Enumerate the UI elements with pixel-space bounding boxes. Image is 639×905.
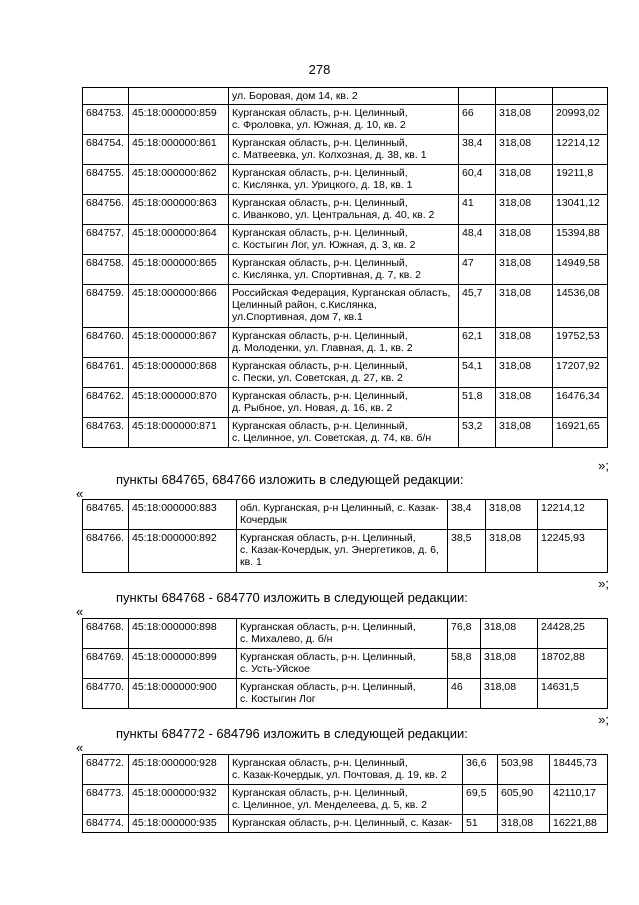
rate-cell: 318,08 [496, 285, 553, 328]
value-cell: 18445,73 [550, 755, 608, 785]
value-cell: 14949,58 [553, 255, 608, 285]
rate-cell: 318,08 [496, 105, 553, 135]
item-number-cell: 684758. [83, 255, 129, 285]
cadastral-number-cell: 45:18:000000:865 [129, 255, 229, 285]
item-number-cell: 684766. [83, 530, 129, 573]
item-number-cell [83, 88, 129, 105]
address-cell: обл. Курганская, р-н Целинный, с. Казак- Кочердык [237, 500, 448, 530]
table-row [83, 785, 608, 815]
cadastral-number-cell: 45:18:000000:870 [129, 388, 229, 418]
address-cell: Курганская область, р-н. Целинный, с. Казак-Кочердык, ул. Энергетиков, д. 6, кв. 1 [237, 530, 448, 573]
rate-cell: 318,08 [496, 388, 553, 418]
area-cell: 38,4 [448, 500, 486, 530]
area-cell: 58,8 [448, 649, 481, 679]
area-cell: 54,1 [459, 358, 496, 388]
area-cell [459, 88, 496, 105]
item-number-cell: 684761. [83, 358, 129, 388]
rate-cell: 318,08 [481, 649, 538, 679]
value-cell: 18702,88 [538, 649, 608, 679]
value-cell: 12214,12 [538, 500, 608, 530]
address-cell: Курганская область, р-н. Целинный, с. Усть-Уйское [237, 649, 448, 679]
table-row [83, 328, 608, 358]
address-cell: Курганская область, р-н. Целинный, с. Пески, ул. Советская, д. 27, кв. 2 [229, 358, 459, 388]
address-cell: Курганская область, р-н. Целинный, д. Молоденки, ул. Главная, д. 1, кв. 2 [229, 328, 459, 358]
value-cell: 16921,65 [553, 418, 608, 448]
area-cell: 38,5 [448, 530, 486, 573]
opening-quote: « [76, 740, 84, 755]
address-cell: ул. Боровая, дом 14, кв. 2 [229, 88, 459, 105]
area-cell: 47 [459, 255, 496, 285]
item-number-cell: 684770. [83, 679, 129, 709]
data-table-1 [82, 87, 608, 448]
address-cell: Курганская область, р-н. Целинный, с. Кислянка, ул. Спортивная, д. 7, кв. 2 [229, 255, 459, 285]
area-cell: 48,4 [459, 225, 496, 255]
value-cell: 17207,92 [553, 358, 608, 388]
page-number: 278 [308, 62, 331, 77]
closing-quote: »; [598, 576, 609, 591]
address-cell: Курганская область, р-н. Целинный, с. Целинное, ул. Советская, д. 74, кв. б/н [229, 418, 459, 448]
address-cell: Российская Федерация, Курганская область, Целинный район, с.Кислянка, ул.Спортивная, дом 7, кв.1 [229, 285, 459, 328]
cadastral-number-cell: 45:18:000000:892 [129, 530, 237, 573]
table-row [83, 225, 608, 255]
table-row [83, 165, 608, 195]
cadastral-number-cell: 45:18:000000:868 [129, 358, 229, 388]
rate-cell [496, 88, 553, 105]
item-number-cell: 684757. [83, 225, 129, 255]
item-number-cell: 684763. [83, 418, 129, 448]
closing-quote: »; [598, 458, 609, 473]
area-cell: 51,8 [459, 388, 496, 418]
area-cell: 41 [459, 195, 496, 225]
rate-cell: 318,08 [481, 679, 538, 709]
rate-cell: 318,08 [481, 619, 538, 649]
value-cell: 15394,88 [553, 225, 608, 255]
item-number-cell: 684753. [83, 105, 129, 135]
item-number-cell: 684774. [83, 815, 129, 833]
rate-cell: 503,98 [498, 755, 550, 785]
cadastral-number-cell: 45:18:000000:867 [129, 328, 229, 358]
cadastral-number-cell: 45:18:000000:861 [129, 135, 229, 165]
cadastral-number-cell: 45:18:000000:862 [129, 165, 229, 195]
area-cell: 45,7 [459, 285, 496, 328]
address-cell: Курганская область, р-н. Целинный, с. Кислянка, ул. Урицкого, д. 18, кв. 1 [229, 165, 459, 195]
data-table-3 [82, 618, 608, 709]
value-cell: 20993,02 [553, 105, 608, 135]
area-cell: 51 [463, 815, 498, 833]
address-cell: Курганская область, р-н. Целинный, с. Михалево, д. б/н [237, 619, 448, 649]
value-cell: 42110,17 [550, 785, 608, 815]
area-cell: 38,4 [459, 135, 496, 165]
cadastral-number-cell: 45:18:000000:859 [129, 105, 229, 135]
rate-cell: 318,08 [496, 358, 553, 388]
item-number-cell: 684765. [83, 500, 129, 530]
section-heading-684772: пункты 684772 - 684796 изложить в следующей редакции: [116, 726, 468, 741]
cadastral-number-cell [129, 88, 229, 105]
closing-quote: »; [598, 712, 609, 727]
table-row [83, 105, 608, 135]
table-row [83, 285, 608, 328]
value-cell: 16221,88 [550, 815, 608, 833]
value-cell: 19752,53 [553, 328, 608, 358]
value-cell: 16476,34 [553, 388, 608, 418]
table-row [83, 815, 608, 833]
cadastral-number-cell: 45:18:000000:883 [129, 500, 237, 530]
address-cell: Курганская область, р-н. Целинный, с. Костыгин Лог, ул. Южная, д. 3, кв. 2 [229, 225, 459, 255]
value-cell: 19211,8 [553, 165, 608, 195]
address-cell: Курганская область, р-н. Целинный, с. Целинное, ул. Менделеева, д. 5, кв. 2 [229, 785, 463, 815]
table-row [83, 755, 608, 785]
rate-cell: 318,08 [496, 328, 553, 358]
cadastral-number-cell: 45:18:000000:863 [129, 195, 229, 225]
item-number-cell: 684759. [83, 285, 129, 328]
table-row [83, 679, 608, 709]
section-heading-684768: пункты 684768 - 684770 изложить в следующей редакции: [116, 590, 468, 605]
area-cell: 62,1 [459, 328, 496, 358]
table-row [83, 388, 608, 418]
rate-cell: 318,08 [498, 815, 550, 833]
rate-cell: 318,08 [486, 500, 538, 530]
cadastral-number-cell: 45:18:000000:864 [129, 225, 229, 255]
cadastral-number-cell: 45:18:000000:866 [129, 285, 229, 328]
rate-cell: 318,08 [496, 165, 553, 195]
cadastral-number-cell: 45:18:000000:871 [129, 418, 229, 448]
address-cell: Курганская область, р-н. Целинный, с. Матвеевка, ул. Колхозная, д. 38, кв. 1 [229, 135, 459, 165]
section-heading-684765: пункты 684765, 684766 изложить в следующей редакции: [116, 472, 464, 487]
value-cell: 24428,25 [538, 619, 608, 649]
area-cell: 60,4 [459, 165, 496, 195]
rate-cell: 318,08 [486, 530, 538, 573]
value-cell [553, 88, 608, 105]
address-cell: Курганская область, р-н. Целинный, с. Костыгин Лог [237, 679, 448, 709]
item-number-cell: 684769. [83, 649, 129, 679]
address-cell: Курганская область, р-н. Целинный, д. Рыбное, ул. Новая, д. 16, кв. 2 [229, 388, 459, 418]
opening-quote: « [76, 486, 84, 501]
item-number-cell: 684754. [83, 135, 129, 165]
rate-cell: 318,08 [496, 135, 553, 165]
value-cell: 13041,12 [553, 195, 608, 225]
table-row [83, 500, 608, 530]
area-cell: 76,8 [448, 619, 481, 649]
area-cell: 46 [448, 679, 481, 709]
value-cell: 12214,12 [553, 135, 608, 165]
rate-cell: 318,08 [496, 418, 553, 448]
value-cell: 12245,93 [538, 530, 608, 573]
table-row [83, 649, 608, 679]
value-cell: 14536,08 [553, 285, 608, 328]
area-cell: 66 [459, 105, 496, 135]
area-cell: 53,2 [459, 418, 496, 448]
area-cell: 36,6 [463, 755, 498, 785]
item-number-cell: 684773. [83, 785, 129, 815]
cadastral-number-cell: 45:18:000000:899 [129, 649, 237, 679]
rate-cell: 605,90 [498, 785, 550, 815]
opening-quote: « [76, 604, 84, 619]
data-table-2 [82, 499, 608, 573]
cadastral-number-cell: 45:18:000000:928 [129, 755, 229, 785]
item-number-cell: 684760. [83, 328, 129, 358]
item-number-cell: 684755. [83, 165, 129, 195]
address-cell: Курганская область, р-н. Целинный, с. Фроловка, ул. Южная, д. 10, кв. 2 [229, 105, 459, 135]
table-row [83, 255, 608, 285]
cadastral-number-cell: 45:18:000000:900 [129, 679, 237, 709]
table-row [83, 88, 608, 105]
rate-cell: 318,08 [496, 255, 553, 285]
address-cell: Курганская область, р-н. Целинный, с. Иванково, ул. Центральная, д. 40, кв. 2 [229, 195, 459, 225]
table-row [83, 530, 608, 573]
table-row [83, 135, 608, 165]
item-number-cell: 684772. [83, 755, 129, 785]
cadastral-number-cell: 45:18:000000:932 [129, 785, 229, 815]
item-number-cell: 684756. [83, 195, 129, 225]
table-row [83, 195, 608, 225]
area-cell: 69,5 [463, 785, 498, 815]
rate-cell: 318,08 [496, 195, 553, 225]
table-row [83, 358, 608, 388]
cadastral-number-cell: 45:18:000000:898 [129, 619, 237, 649]
item-number-cell: 684762. [83, 388, 129, 418]
item-number-cell: 684768. [83, 619, 129, 649]
address-cell: Курганская область, р-н. Целинный, с. Казак-Кочердык, ул. Почтовая, д. 19, кв. 2 [229, 755, 463, 785]
data-table-4 [82, 754, 608, 833]
table-row [83, 619, 608, 649]
table-row [83, 418, 608, 448]
cadastral-number-cell: 45:18:000000:935 [129, 815, 229, 833]
rate-cell: 318,08 [496, 225, 553, 255]
address-cell: Курганская область, р-н. Целинный, с. Казак- [229, 815, 463, 833]
value-cell: 14631,5 [538, 679, 608, 709]
